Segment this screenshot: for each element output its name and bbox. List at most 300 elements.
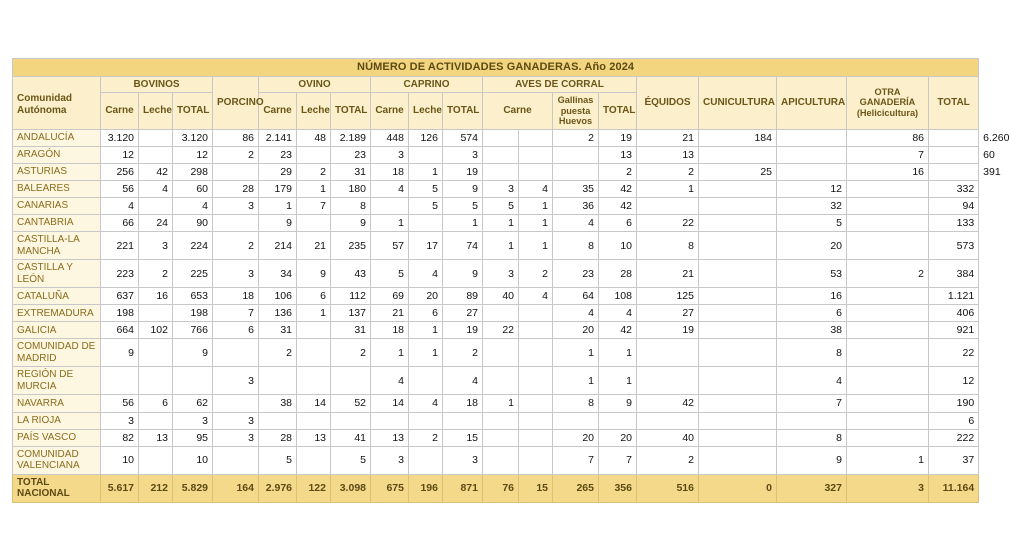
row-cell: 18: [443, 395, 483, 412]
row-cell: 3: [483, 181, 519, 198]
row-cell: 41: [331, 429, 371, 446]
row-cell: [483, 146, 519, 163]
row-cell: 56: [101, 181, 139, 198]
row-cell: 5: [259, 446, 297, 474]
row-cell: [847, 288, 929, 305]
row-cell: 19: [599, 129, 637, 146]
row-cell: 19: [443, 322, 483, 339]
row-cell: 235: [331, 232, 371, 260]
row-cell: 3: [101, 412, 139, 429]
row-cell: 137: [331, 305, 371, 322]
header-otra-line2: GANADERÍA: [859, 97, 916, 108]
row-cell: 133: [929, 215, 979, 232]
row-cell: 2: [443, 339, 483, 367]
row-cell: 1: [443, 215, 483, 232]
total-row-cell: 3.098: [331, 474, 371, 502]
header-group-bovinos: BOVINOS: [101, 76, 213, 93]
row-cell: 1: [847, 446, 929, 474]
header-ovino-total: TOTAL: [331, 93, 371, 130]
row-cell: [213, 164, 259, 181]
row-cell: 1: [409, 164, 443, 181]
header-bovinos-leche: Leche: [139, 93, 173, 130]
header-group-ovino: OVINO: [259, 76, 371, 93]
row-cell: [519, 446, 553, 474]
table-row: [13, 367, 979, 395]
row-cell: [847, 232, 929, 260]
row-cell: [699, 305, 777, 322]
row-cell: 9: [777, 446, 847, 474]
row-cell: 19: [637, 322, 699, 339]
row-cell: [699, 429, 777, 446]
row-cell: 23: [553, 260, 599, 288]
row-cell: [637, 412, 699, 429]
row-cell: [483, 429, 519, 446]
row-cell: 332: [929, 181, 979, 198]
row-cell: 16: [847, 164, 929, 181]
row-cell: [483, 412, 519, 429]
row-cell: 1: [259, 198, 297, 215]
row-region-label: ARAGÓN: [13, 146, 101, 163]
row-cell: 6: [777, 305, 847, 322]
table-row: [13, 232, 979, 260]
row-cell: [847, 198, 929, 215]
row-cell: [553, 164, 599, 181]
table-row: ANDALUCÍA 3.120 3.120 86 2.141 48 2.189 448 126 574 2 19 21 184 86 6.260: [13, 129, 979, 146]
row-region-label: CANTABRIA: [13, 215, 101, 232]
row-cell: 3: [443, 446, 483, 474]
row-cell: 28: [213, 181, 259, 198]
row-cell: 2: [637, 446, 699, 474]
row-cell: 4: [443, 367, 483, 395]
header-group-caprino: CAPRINO: [371, 76, 483, 93]
row-cell: 653: [173, 288, 213, 305]
total-row-cell: 675: [371, 474, 409, 502]
header-ovino-carne: Carne: [259, 93, 297, 130]
row-cell: [599, 412, 637, 429]
row-cell: 18: [371, 322, 409, 339]
row-cell: 40: [483, 288, 519, 305]
total-row-cell: 0: [699, 474, 777, 502]
row-cell: [297, 412, 331, 429]
row-cell: [847, 305, 929, 322]
row-cell: 6: [409, 305, 443, 322]
row-cell: [699, 260, 777, 288]
row-cell: 21: [637, 129, 699, 146]
row-cell: 60: [173, 181, 213, 198]
total-row-cell: 15: [519, 474, 553, 502]
total-row-cell: 76: [483, 474, 519, 502]
header-gallinas-line1: Gallinas: [557, 95, 594, 106]
row-cell: 13: [599, 146, 637, 163]
row-cell: 637: [101, 288, 139, 305]
row-cell: [519, 322, 553, 339]
row-cell: 3: [139, 232, 173, 260]
row-cell: 8: [637, 232, 699, 260]
row-cell: [847, 339, 929, 367]
row-cell: 6: [139, 395, 173, 412]
row-cell: 4: [519, 181, 553, 198]
row-cell: 95: [173, 429, 213, 446]
row-cell: [297, 146, 331, 163]
row-cell: 448: [371, 129, 409, 146]
row-cell: [297, 322, 331, 339]
row-cell: [297, 215, 331, 232]
total-row-cell: 196: [409, 474, 443, 502]
row-cell: 20: [777, 232, 847, 260]
row-cell: 1: [371, 215, 409, 232]
row-cell: 256: [101, 164, 139, 181]
row-region-label: BALEARES: [13, 181, 101, 198]
row-cell: [139, 305, 173, 322]
livestock-activities-table: [12, 58, 1009, 503]
row-cell: [483, 305, 519, 322]
header-otra-line1: OTRA: [874, 86, 901, 97]
row-cell: 1: [519, 198, 553, 215]
row-cell: 3: [213, 260, 259, 288]
row-cell: [519, 412, 553, 429]
row-cell: 4: [519, 288, 553, 305]
row-cell: [699, 146, 777, 163]
row-cell: [553, 412, 599, 429]
row-cell: [847, 181, 929, 198]
row-cell: [637, 198, 699, 215]
row-cell: 6: [213, 322, 259, 339]
row-cell: [259, 367, 297, 395]
row-cell: [519, 164, 553, 181]
row-cell: [259, 412, 297, 429]
row-cell: 5: [777, 215, 847, 232]
row-cell: 52: [331, 395, 371, 412]
header-ovino-leche: Leche: [297, 93, 331, 130]
row-cell: 28: [599, 260, 637, 288]
row-cell: 5: [371, 260, 409, 288]
row-cell: [371, 412, 409, 429]
row-cell: [519, 395, 553, 412]
row-cell: 3: [213, 412, 259, 429]
row-cell: 102: [139, 322, 173, 339]
row-cell: 4: [553, 215, 599, 232]
row-cell: 2: [519, 260, 553, 288]
row-cell: 13: [297, 429, 331, 446]
row-cell: 4: [371, 181, 409, 198]
row-cell: 42: [637, 395, 699, 412]
row-cell: 106: [259, 288, 297, 305]
row-cell: 112: [331, 288, 371, 305]
row-cell: 223: [101, 260, 139, 288]
row-cell: [777, 412, 847, 429]
total-row-cell: 5.829: [173, 474, 213, 502]
row-cell: 42: [599, 181, 637, 198]
row-cell: [483, 367, 519, 395]
row-cell: [173, 367, 213, 395]
row-cell: 1: [371, 339, 409, 367]
row-cell: 7: [847, 146, 929, 163]
table-row: [13, 260, 979, 288]
header-group-apicultura: APICULTURA: [777, 76, 847, 129]
row-cell: [847, 412, 929, 429]
row-cell: [847, 215, 929, 232]
total-row-cell: 11.164: [929, 474, 979, 502]
row-cell: [519, 367, 553, 395]
row-cell: 1: [553, 339, 599, 367]
header-caprino-carne: Carne: [371, 93, 409, 130]
row-cell: 66: [101, 215, 139, 232]
header-otra-line3: (Helicicultura): [856, 108, 919, 119]
row-cell: 4: [409, 260, 443, 288]
table-row: [13, 215, 979, 232]
row-cell: [213, 339, 259, 367]
row-cell: [139, 129, 173, 146]
row-cell: 3: [173, 412, 213, 429]
total-row-cell: 164: [213, 474, 259, 502]
table-row: [13, 395, 979, 412]
row-region-label: COMUNIDAD DE MADRID: [13, 339, 101, 367]
row-cell: [699, 446, 777, 474]
row-region-label: CASTILLA-LA MANCHA: [13, 232, 101, 260]
row-cell: [699, 215, 777, 232]
row-cell: 5: [483, 198, 519, 215]
row-cell: 8: [553, 232, 599, 260]
row-cell: 9: [101, 339, 139, 367]
row-cell: 3.120: [173, 129, 213, 146]
row-cell: 86: [847, 129, 929, 146]
row-cell: 23: [331, 146, 371, 163]
total-row-label: [13, 474, 101, 502]
row-cell: 38: [259, 395, 297, 412]
row-cell: [139, 339, 173, 367]
row-cell: 224: [173, 232, 213, 260]
row-cell: 16: [139, 288, 173, 305]
row-cell: [777, 129, 847, 146]
row-cell: 42: [139, 164, 173, 181]
row-cell: 384: [929, 260, 979, 288]
row-cell: [699, 198, 777, 215]
row-cell: [139, 198, 173, 215]
row-cell: 298: [173, 164, 213, 181]
row-region-label: NAVARRA: [13, 395, 101, 412]
row-cell: 8: [777, 429, 847, 446]
row-cell: [699, 367, 777, 395]
row-cell: 32: [777, 198, 847, 215]
row-cell: [297, 367, 331, 395]
row-cell: [847, 367, 929, 395]
row-cell: 2.189: [331, 129, 371, 146]
row-cell: 573: [929, 232, 979, 260]
row-cell: [519, 429, 553, 446]
row-cell: 53: [777, 260, 847, 288]
row-cell: [483, 164, 519, 181]
row-cell: 3: [443, 146, 483, 163]
row-cell: 12: [929, 367, 979, 395]
row-cell: 225: [173, 260, 213, 288]
row-cell: [519, 339, 553, 367]
row-cell: 12: [173, 146, 213, 163]
row-cell: 48: [297, 129, 331, 146]
row-cell: 10: [101, 446, 139, 474]
header-caprino-total: TOTAL: [443, 93, 483, 130]
header-aves-carne: Carne: [483, 93, 553, 130]
row-cell: 35: [553, 181, 599, 198]
header-group-total: TOTAL: [929, 76, 979, 129]
table-body: [13, 129, 1009, 502]
row-cell: 9: [259, 215, 297, 232]
total-row-cell: 5.617: [101, 474, 139, 502]
row-cell: 9: [297, 260, 331, 288]
row-cell: [777, 146, 847, 163]
row-cell: [699, 395, 777, 412]
total-row-cell: 122: [297, 474, 331, 502]
row-cell: 13: [371, 429, 409, 446]
row-cell: 13: [637, 146, 699, 163]
row-cell: 9: [443, 181, 483, 198]
total-label-line1: TOTAL: [17, 476, 50, 488]
row-cell: 126: [409, 129, 443, 146]
row-cell: [409, 146, 443, 163]
row-cell: [297, 339, 331, 367]
row-cell: [297, 446, 331, 474]
total-row-cell: 3: [847, 474, 929, 502]
row-cell: 2: [847, 260, 929, 288]
row-cell: [101, 367, 139, 395]
row-cell: 4: [553, 305, 599, 322]
row-cell: 20: [553, 429, 599, 446]
header-aves-total: TOTAL: [599, 93, 637, 130]
row-cell: 8: [553, 395, 599, 412]
row-cell: 1: [599, 367, 637, 395]
table-row: [13, 412, 979, 429]
table-row: [13, 322, 979, 339]
row-cell: 1: [297, 181, 331, 198]
table-row: [13, 429, 979, 446]
row-cell: [519, 305, 553, 322]
header-caprino-leche: Leche: [409, 93, 443, 130]
row-cell: 69: [371, 288, 409, 305]
row-cell: 4: [599, 305, 637, 322]
row-cell: 1: [483, 215, 519, 232]
row-cell: 2: [599, 164, 637, 181]
row-cell: [409, 367, 443, 395]
row-region-label: COMUNIDAD VALENCIANA: [13, 446, 101, 474]
row-cell: 20: [599, 429, 637, 446]
row-region-label: EXTREMADURA: [13, 305, 101, 322]
row-cell: [409, 412, 443, 429]
row-cell: 2: [213, 146, 259, 163]
row-region-label: CANARIAS: [13, 198, 101, 215]
row-cell: [699, 412, 777, 429]
row-cell: 12: [777, 181, 847, 198]
row-cell: [483, 339, 519, 367]
header-region: [13, 76, 101, 129]
row-cell: 34: [259, 260, 297, 288]
row-cell: 10: [599, 232, 637, 260]
row-cell: 27: [637, 305, 699, 322]
row-cell: 6: [599, 215, 637, 232]
row-cell: 4: [139, 181, 173, 198]
table-title-row: [13, 59, 979, 77]
row-cell: 1: [599, 339, 637, 367]
row-cell: 12: [101, 146, 139, 163]
row-cell: 20: [553, 322, 599, 339]
total-row-cell: 516: [637, 474, 699, 502]
row-cell: 2: [297, 164, 331, 181]
row-cell: 1: [483, 232, 519, 260]
row-cell: 17: [409, 232, 443, 260]
row-cell: [139, 146, 173, 163]
row-cell: 22: [637, 215, 699, 232]
row-cell: 108: [599, 288, 637, 305]
row-cell: 1: [409, 339, 443, 367]
row-cell: [847, 395, 929, 412]
row-cell: 20: [409, 288, 443, 305]
row-cell: [699, 339, 777, 367]
row-cell: [519, 146, 553, 163]
page-title: NÚMERO DE ACTIVIDADES GANADERAS. Año 2024: [13, 59, 979, 77]
row-cell: 37: [929, 446, 979, 474]
row-cell: 27: [443, 305, 483, 322]
row-cell: 1: [409, 322, 443, 339]
row-cell: [637, 367, 699, 395]
row-cell: [699, 181, 777, 198]
total-label-line2: NACIONAL: [17, 488, 70, 500]
row-cell: 13: [139, 429, 173, 446]
row-region-label: LA RIOJA: [13, 412, 101, 429]
row-cell: 1: [553, 367, 599, 395]
row-cell: 2: [637, 164, 699, 181]
row-cell: 18: [371, 164, 409, 181]
row-cell: 31: [331, 322, 371, 339]
header-group-porcino: PORCINO: [213, 76, 259, 129]
row-cell: 9: [599, 395, 637, 412]
row-cell: 6: [929, 412, 979, 429]
total-row-cell: 212: [139, 474, 173, 502]
row-region-label: CASTILLA Y LEÓN: [13, 260, 101, 288]
row-cell: 7: [297, 198, 331, 215]
row-cell: [519, 129, 553, 146]
row-cell: [699, 288, 777, 305]
row-cell: 31: [259, 322, 297, 339]
table-row: ASTURIAS 256 42 298 29 2 31 18 1 19 2 2 25 16 391: [13, 164, 979, 181]
table-row: [13, 288, 979, 305]
row-cell: 15: [443, 429, 483, 446]
header-row-groups: [13, 76, 979, 93]
row-cell: [443, 412, 483, 429]
row-cell: 5: [443, 198, 483, 215]
header-gallinas-line3: Huevos: [558, 116, 593, 127]
row-cell: 5: [331, 446, 371, 474]
row-cell: 14: [371, 395, 409, 412]
row-cell: [483, 129, 519, 146]
row-cell: 1: [297, 305, 331, 322]
row-cell: 43: [331, 260, 371, 288]
total-row-cell: 327: [777, 474, 847, 502]
row-cell: 4: [371, 367, 409, 395]
row-cell: 89: [443, 288, 483, 305]
row-cell: 64: [553, 288, 599, 305]
row-cell: 3.120: [101, 129, 139, 146]
row-cell: 664: [101, 322, 139, 339]
header-group-otra-ganaderia: [847, 76, 929, 129]
row-cell: 179: [259, 181, 297, 198]
row-cell: 198: [101, 305, 139, 322]
row-cell: 180: [331, 181, 371, 198]
row-cell: 6: [297, 288, 331, 305]
row-cell: [331, 412, 371, 429]
row-region-label: REGIÓN DE MURCIA: [13, 367, 101, 395]
row-region-label: PAÍS VASCO: [13, 429, 101, 446]
row-cell: 1: [519, 215, 553, 232]
header-bovinos-carne: Carne: [101, 93, 139, 130]
row-cell: [637, 339, 699, 367]
